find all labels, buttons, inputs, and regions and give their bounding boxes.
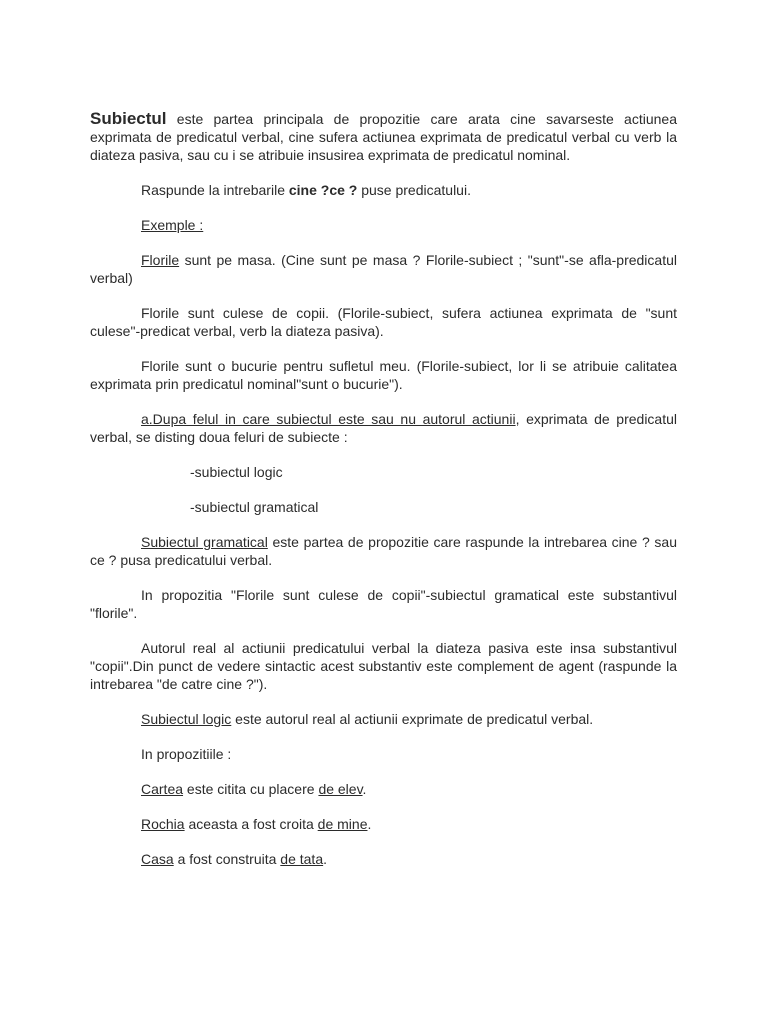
subiect-gramatical-text: este partea de propozitie care raspunde la intrebarea cine ? sau ce ? pusa predicatului verbal. <box>90 534 678 568</box>
paragraph-example-2 <box>90 304 677 340</box>
definition-text: este partea principala de propozitie care arata cine savarseste actiunea exprimata de predicatul verbal, cine sufera actiunea exprimata de predicatul verbal cu verb la diateza pasiva, sau cu i se atribuie insusirea exprimata de predicatul nominal. <box>90 111 677 163</box>
list-item-gramatical <box>90 498 677 516</box>
ex1-agent: de elev <box>318 781 363 797</box>
paragraph-in-propozitiile <box>90 745 677 763</box>
in-propozitiile-text: In propozitiile : <box>141 746 232 762</box>
ex1-middle: este citita cu placere <box>183 781 319 797</box>
term-subiect-gramatical: Subiectul gramatical <box>141 534 268 550</box>
paragraph-subiect-logic <box>90 710 677 728</box>
example-2-text: Florile sunt culese de copii. (Florile-subiect, sufera actiunea exprimata de "sunt culese"-predicat verbal, verb la diateza pasiva). <box>90 305 677 339</box>
ex1-period: . <box>362 781 367 797</box>
paragraph-example-1 <box>90 251 677 287</box>
sentence-example-casa <box>90 850 677 868</box>
ex2-middle: aceasta a fost croita <box>184 816 318 832</box>
questions-text-end: puse predicatului. <box>357 182 471 198</box>
ex2-period: . <box>367 816 372 832</box>
paragraph-definition <box>90 110 677 164</box>
paragraph-subiect-gramatical <box>90 533 677 569</box>
paragraph-questions <box>90 181 677 199</box>
example-1-subject: Florile <box>141 252 180 268</box>
paragraph-autor-real <box>90 639 677 693</box>
ex3-middle: a fost construita <box>173 851 281 867</box>
paragraph-example-3 <box>90 357 677 393</box>
examples-label: Exemple : <box>141 217 204 233</box>
ex3-subject: Casa <box>141 851 174 867</box>
example-1-text: sunt pe masa. (Cine sunt pe masa ? Florile-subiect ; "sunt"-se afla-predicatul verbal) <box>90 252 677 286</box>
questions-bold: cine ?ce ? <box>288 182 358 198</box>
ex3-agent: de tata <box>280 851 324 867</box>
list-item-logic-text: -subiectul logic <box>190 464 283 480</box>
paragraph-examples-heading <box>90 216 677 234</box>
example-gramatical-text: In propozitia "Florile sunt culese de copii"-subiectul gramatical este substantivul "florile". <box>90 587 677 621</box>
subiect-logic-text: este autorul real al actiunii exprimate de predicatul verbal. <box>231 711 594 727</box>
example-3-text: Florile sunt o bucurie pentru sufletul meu. (Florile-subiect, lor li se atribuie calitatea exprimata prin predicatul nominal"sunt o bucurie"). <box>90 358 677 392</box>
types-intro-underlined: a.Dupa felul in care subiectul este sau nu autorul actiunii <box>141 411 516 427</box>
ex2-agent: de mine <box>317 816 368 832</box>
ex2-subject: Rochia <box>141 816 185 832</box>
document-page <box>90 110 677 885</box>
sentence-example-cartea <box>90 780 677 798</box>
questions-text: Raspunde la intrebarile <box>141 182 289 198</box>
term-subiect-logic: Subiectul logic <box>141 711 232 727</box>
autor-real-text: Autorul real al actiunii predicatului verbal la diateza pasiva este insa substantivul "copii".Din punct de vedere sintactic acest substantiv este complement de agent (raspunde la intrebarea "de catre cine ?"). <box>90 640 677 692</box>
types-intro-text: , exprimata de predicatul verbal, se disting doua feluri de subiecte : <box>90 411 677 445</box>
ex3-period: . <box>323 851 328 867</box>
ex1-subject: Cartea <box>141 781 184 797</box>
heading-subiectul: Subiectul <box>90 109 167 128</box>
paragraph-types-intro <box>90 410 677 446</box>
list-item-gramatical-text: -subiectul gramatical <box>190 499 319 515</box>
list-item-logic <box>90 463 677 481</box>
paragraph-example-gramatical <box>90 586 677 622</box>
sentence-example-rochia <box>90 815 677 833</box>
